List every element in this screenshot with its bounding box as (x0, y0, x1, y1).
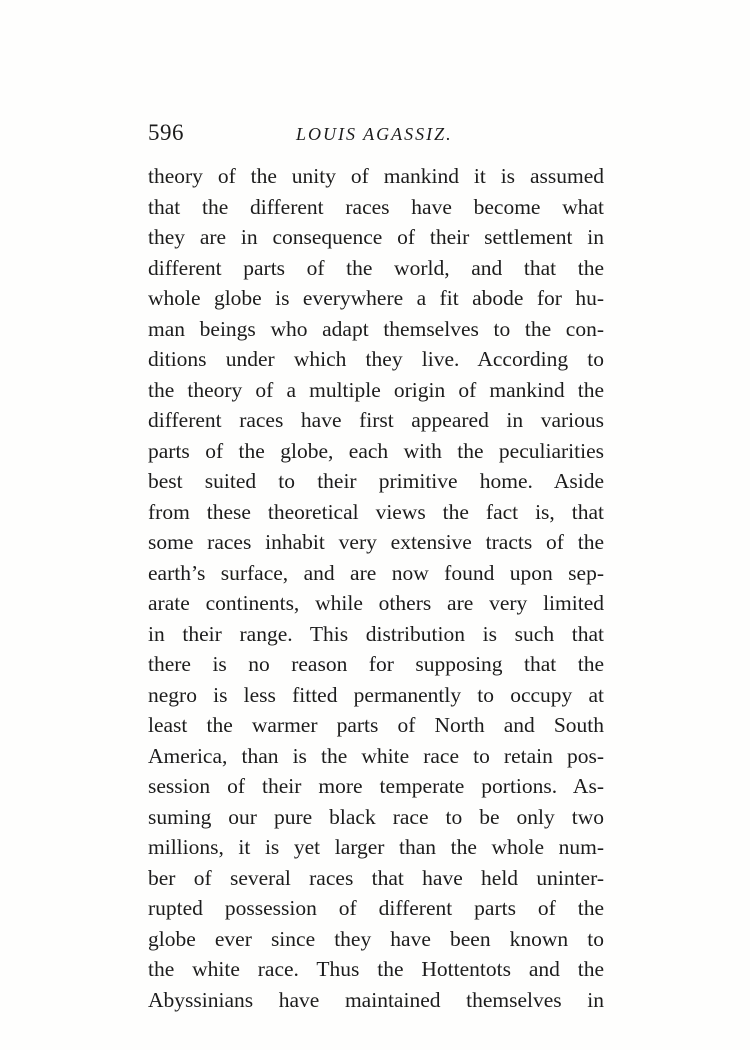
text-line: some races inhabit very extensive tracts of the (148, 530, 604, 554)
text-line: man beings who adapt themselves to the con- (148, 316, 604, 341)
text-line: best suited to their primitive home. Aside (148, 469, 604, 493)
body-text (148, 161, 604, 1015)
text-line: least the warmer parts of North and South (148, 713, 604, 737)
text-line: negro is less fitted permanently to occupy at (148, 682, 604, 707)
text-line: earth’s surface, and are now found upon sep- (148, 560, 604, 585)
text-line: suming our pure black race to be only two (148, 804, 604, 829)
text-line: millions, it is yet larger than the whole num- (148, 835, 604, 859)
text-line: ber of several races that have held uninter- (148, 865, 604, 890)
text-line: whole globe is everywhere a fit abode for hu- (148, 286, 604, 310)
text-line: globe ever since they have been known to (148, 926, 604, 951)
text-line: Abyssinians have maintained themselves in (148, 987, 604, 1012)
text-line: theory of the unity of mankind it is assumed (148, 164, 604, 188)
text-line: rupted possession of different parts of the (148, 896, 604, 920)
text-line: parts of the globe, each with the peculiarities (148, 438, 604, 463)
text-line: in their range. This distribution is such that (148, 621, 604, 646)
text-line: the theory of a multiple origin of mankind the (148, 377, 604, 402)
text-line: session of their more temperate portions. As- (148, 774, 604, 798)
text-line: that the different races have become what (148, 194, 604, 219)
text-line: different races have first appeared in various (148, 408, 604, 432)
text-line: from these theoretical views the fact is, that (148, 499, 604, 524)
running-title: LOUIS AGASSIZ. (296, 124, 453, 144)
text-line: arate continents, while others are very limited (148, 591, 604, 615)
text-line: different parts of the world, and that the (148, 255, 604, 280)
page-header (148, 120, 604, 150)
text-line: the white race. Thus the Hottentots and the (148, 957, 604, 981)
text-line: they are in consequence of their settlement in (148, 225, 604, 249)
text-line: America, than is the white race to retain pos- (148, 743, 604, 768)
text-line: ditions under which they live. According to (148, 347, 604, 371)
page-number: 596 (148, 120, 184, 145)
text-line: there is no reason for supposing that the (148, 652, 604, 676)
